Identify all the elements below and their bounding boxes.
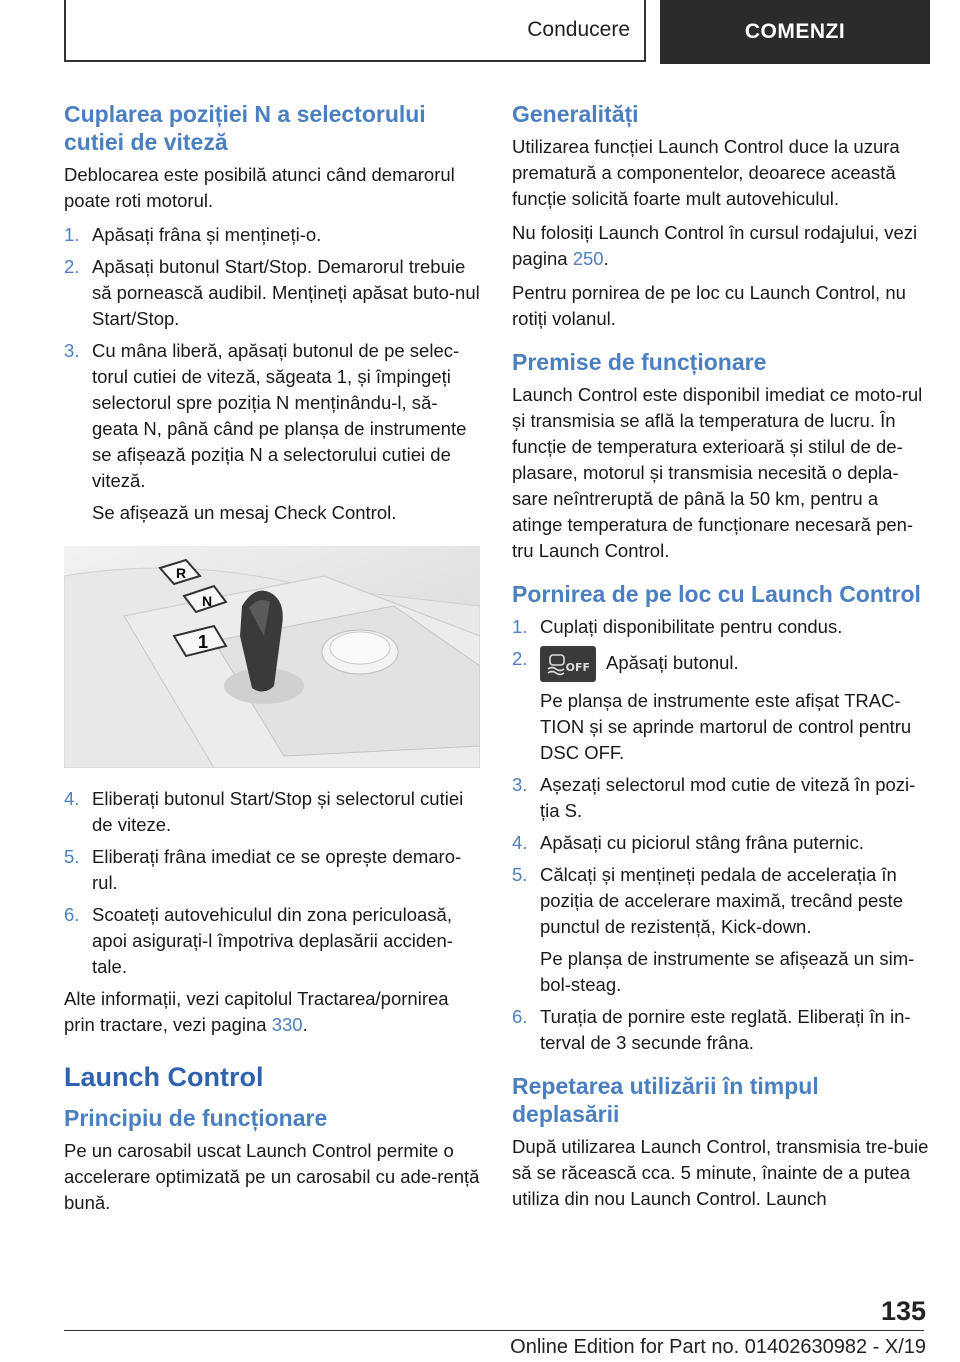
paragraph-gen-1: Utilizarea funcției Launch Control duce la uzura prematură a componentelor, deoarece această funcție solicită foarte mult autovehiculul. [512, 136, 900, 209]
paragraph-deblocare: Deblocarea este posibilă atunci când demarorul poate roti motorul. [64, 164, 455, 211]
list-item: 3. Așezați selectorul mod cutie de viteză în pozi‐ția S. [512, 774, 916, 821]
right-column [512, 100, 930, 1220]
list-item: 1. Cuplați disponibilitate pentru condus. [512, 616, 843, 637]
section-tab[interactable] [64, 0, 646, 62]
heading-premise: Premise de funcționare [512, 349, 767, 375]
steps-list-launch [512, 614, 930, 1056]
list-item: 6. Scoateți autovehiculul din zona periculoasă, apoi asigurați-l împotriva deplasării acciden‐tale. [64, 904, 453, 977]
list-item: 5. Călcați și mențineți pedala de accelerația în poziția de accelerare maximă, trecând peste punctul de rezistență, Kick-down. Pe planșa de instrumente se afișează un sim‐bol-steag. [512, 864, 915, 995]
paragraph-alte-informatii: Alte informații, vezi capitolul Tractarea/pornirea prin tractare, vezi pagina 330. [64, 988, 449, 1035]
dsc-off-button-icon: OFF [540, 646, 596, 682]
paragraph-repetarea: După utilizarea Launch Control, transmisia tre‐buie să se răcească cca. 5 minute, înainte de a putea utiliza din nou Launch Control. Launch [512, 1136, 929, 1209]
list-item: 5. Eliberați frâna imediat ce se oprește demaro‐rul. [64, 846, 462, 893]
paragraph-premise: Launch Control este disponibil imediat ce moto‐rul și transmisia se află la temperatura de lucru. În funcție de temperatura exterioară și stilul de de‐plasare, motorul și transmisia necesită o depla‐sare neîntreruptă de până la 50 km, pentru a atinge temperatura de funcționare necesară pen‐tru Launch Control. [512, 384, 923, 561]
footer-rule [64, 1330, 924, 1331]
gear-selector-illustration [64, 546, 480, 768]
heading-pornirea: Pornirea de pe loc cu Launch Control [512, 581, 921, 607]
list-item: 1. Apăsați frâna și mențineți-o. [64, 224, 322, 245]
paragraph-gen-2: Nu folosiți Launch Control în cursul rodajului, vezi pagina 250. [512, 222, 918, 269]
heading-launch-control: Launch Control [64, 1062, 264, 1092]
page-link-330[interactable]: 330 [271, 1014, 303, 1035]
heading-repetarea: Repetarea utilizării în timpul deplasării [512, 1073, 819, 1127]
list-item: 2. OFF Apăsați butonul. Pe planșa de instrumente este afișat TRAC‐TION și se aprinde martorul de control pentru DSC OFF. [512, 648, 912, 763]
steps-list-1 [64, 222, 480, 526]
heading-generalitati: Generalități [512, 101, 639, 127]
chapter-tab[interactable] [660, 0, 930, 64]
list-item: 2. Apăsați butonul Start/Stop. Demarorul trebuie să pornească audibil. Mențineți apăsat buto‐nul Start/Stop. [64, 256, 480, 329]
label-n: N [202, 593, 213, 609]
label-1: 1 [198, 632, 209, 652]
chapter-label: COMENZI [744, 20, 846, 43]
paragraph-principiu: Pe un carosabil uscat Launch Control permite o accelerare optimizată pe un carosabil cu ade‐rență bună. [64, 1140, 480, 1213]
section-label: Conducere [527, 18, 630, 41]
list-item: 4. Apăsați cu piciorul stâng frâna puternic. [512, 832, 864, 853]
paragraph-gen-3: Pentru pornirea de pe loc cu Launch Control, nu rotiți volanul. [512, 282, 906, 329]
heading-cuplare: Cuplarea poziției N a selectorului cutiei de viteză [64, 101, 426, 155]
list-item: 4. Eliberați butonul Start/Stop și selectorul cutiei de viteze. [64, 788, 464, 835]
header-tabs [64, 0, 930, 64]
list-item: 3. Cu mâna liberă, apăsați butonul de pe selec‐torul cutiei de viteză, săgeata 1, și împingeți selectorul spre poziția N menținându-l, să‐geata N, până când pe planșa de instrumente se afișează poziția N a selectorului cutiei de viteză. Se afișează un mesaj Check Control. [64, 340, 467, 523]
steps-list-2 [64, 786, 480, 980]
page-link-250[interactable]: 250 [572, 248, 604, 269]
label-r: R [176, 565, 187, 581]
gear-selector-drawing [64, 546, 480, 768]
page-number: 135 [880, 1296, 926, 1326]
heading-principiu: Principiu de funcționare [64, 1105, 328, 1131]
edition-info: Online Edition for Part no. 01402630982 - X/19 [510, 1336, 926, 1358]
list-item: 6. Turația de pornire este reglată. Eliberați în in‐terval de 3 secunde frâna. [512, 1006, 911, 1053]
left-column [64, 100, 480, 1224]
